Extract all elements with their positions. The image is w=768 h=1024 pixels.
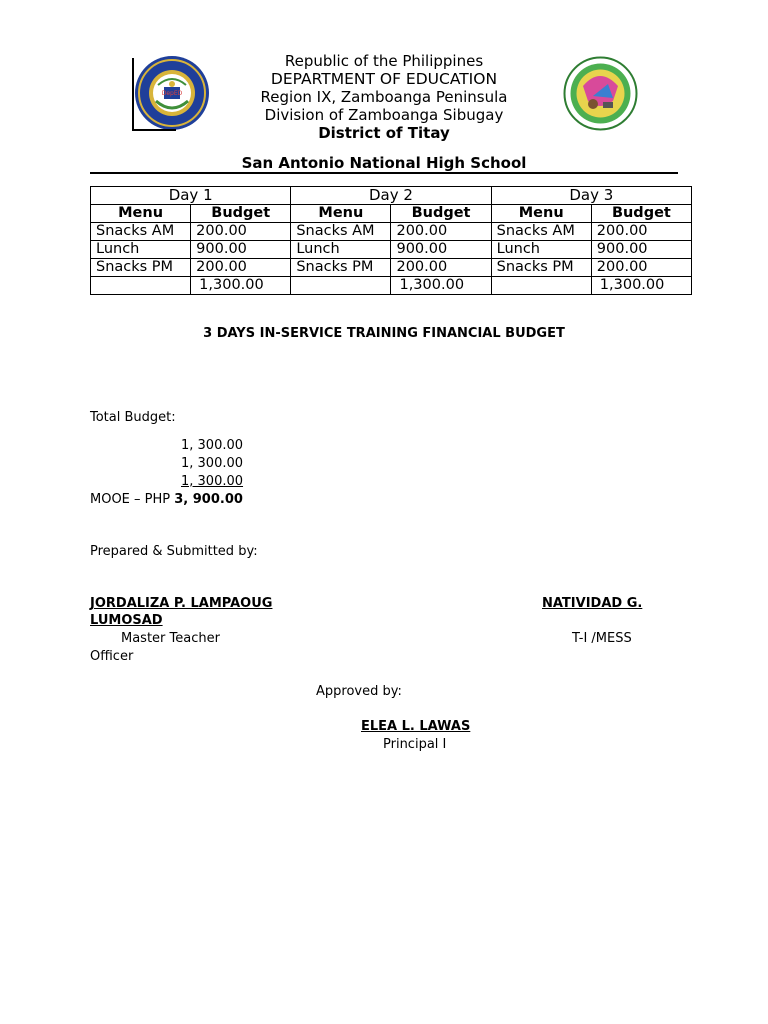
budget-table — [90, 186, 692, 295]
day-1-header: Day 1 — [91, 187, 291, 205]
total-cell: 1,300.00 — [191, 277, 291, 295]
header-division: Division of Zamboanga Sibugay — [264, 106, 504, 124]
mooe-value: 3, 900.00 — [174, 492, 243, 507]
preparer-1-title: Master Teacher — [121, 631, 220, 646]
total-amount-1: 1, 300.00 — [181, 438, 244, 453]
approved-label: Approved by: — [316, 684, 402, 699]
preparer-1-name: JORDALIZA P. LAMPAOUG — [90, 596, 273, 611]
budget-cell: 200.00 — [391, 259, 491, 277]
table-row — [91, 259, 692, 277]
preparer-1-name-cont: LUMOSAD — [90, 613, 163, 628]
menu-cell: Snacks AM — [491, 223, 591, 241]
budget-column-header: Budget — [391, 205, 491, 223]
budget-cell: 200.00 — [191, 223, 291, 241]
budget-cell: 900.00 — [391, 241, 491, 259]
table-column-header-row — [91, 205, 692, 223]
preparer-2-title: T-I /MESS — [572, 631, 632, 646]
school-name: San Antonio National High School — [241, 154, 527, 172]
budget-cell: 900.00 — [191, 241, 291, 259]
menu-cell: Lunch — [91, 241, 191, 259]
mooe-line — [90, 491, 243, 508]
mooe-label: MOOE – PHP — [90, 492, 175, 507]
budget-cell: 200.00 — [391, 223, 491, 241]
approver-title: Principal I — [383, 737, 447, 752]
menu-cell: Snacks PM — [91, 259, 191, 277]
menu-cell: Snacks PM — [491, 259, 591, 277]
budget-cell: 200.00 — [191, 259, 291, 277]
menu-column-header: Menu — [91, 205, 191, 223]
table-day-header-row — [91, 187, 692, 205]
table-total-row — [91, 277, 692, 295]
header-republic: Republic of the Philippines — [284, 52, 484, 70]
header-department: DEPARTMENT OF EDUCATION — [270, 70, 498, 88]
total-cell: 1,300.00 — [591, 277, 691, 295]
budget-cell: 200.00 — [591, 259, 691, 277]
day-2-header: Day 2 — [291, 187, 491, 205]
preparer-2-name: NATIVIDAD G. — [542, 596, 643, 611]
budget-cell: 200.00 — [591, 223, 691, 241]
total-budget-label: Total Budget: — [90, 410, 176, 425]
svg-text:DepED: DepED — [161, 90, 183, 97]
document-title: 3 DAYS IN-SERVICE TRAINING FINANCIAL BUDGET — [203, 326, 565, 341]
budget-column-header: Budget — [591, 205, 691, 223]
total-amount-2: 1, 300.00 — [181, 456, 244, 471]
menu-column-header: Menu — [491, 205, 591, 223]
approver-name: ELEA L. LAWAS — [361, 719, 471, 734]
table-row — [91, 223, 692, 241]
empty-cell — [491, 277, 591, 295]
budget-column-header: Budget — [191, 205, 291, 223]
preparer-2-title-cont: Officer — [90, 649, 134, 664]
menu-column-header: Menu — [291, 205, 391, 223]
menu-cell: Snacks AM — [291, 223, 391, 241]
day-3-header: Day 3 — [491, 187, 691, 205]
table-row — [91, 241, 692, 259]
menu-cell: Snacks PM — [291, 259, 391, 277]
empty-cell — [291, 277, 391, 295]
prepared-label: Prepared & Submitted by: — [90, 544, 258, 559]
budget-cell: 900.00 — [591, 241, 691, 259]
empty-cell — [91, 277, 191, 295]
menu-cell: Snacks AM — [91, 223, 191, 241]
menu-cell: Lunch — [291, 241, 391, 259]
header-district: District of Titay — [318, 124, 450, 142]
menu-cell: Lunch — [491, 241, 591, 259]
header-region: Region IX, Zamboanga Peninsula — [260, 88, 508, 106]
total-amount-3: 1, 300.00 — [181, 474, 244, 489]
total-cell: 1,300.00 — [391, 277, 491, 295]
header-divider — [90, 172, 678, 174]
